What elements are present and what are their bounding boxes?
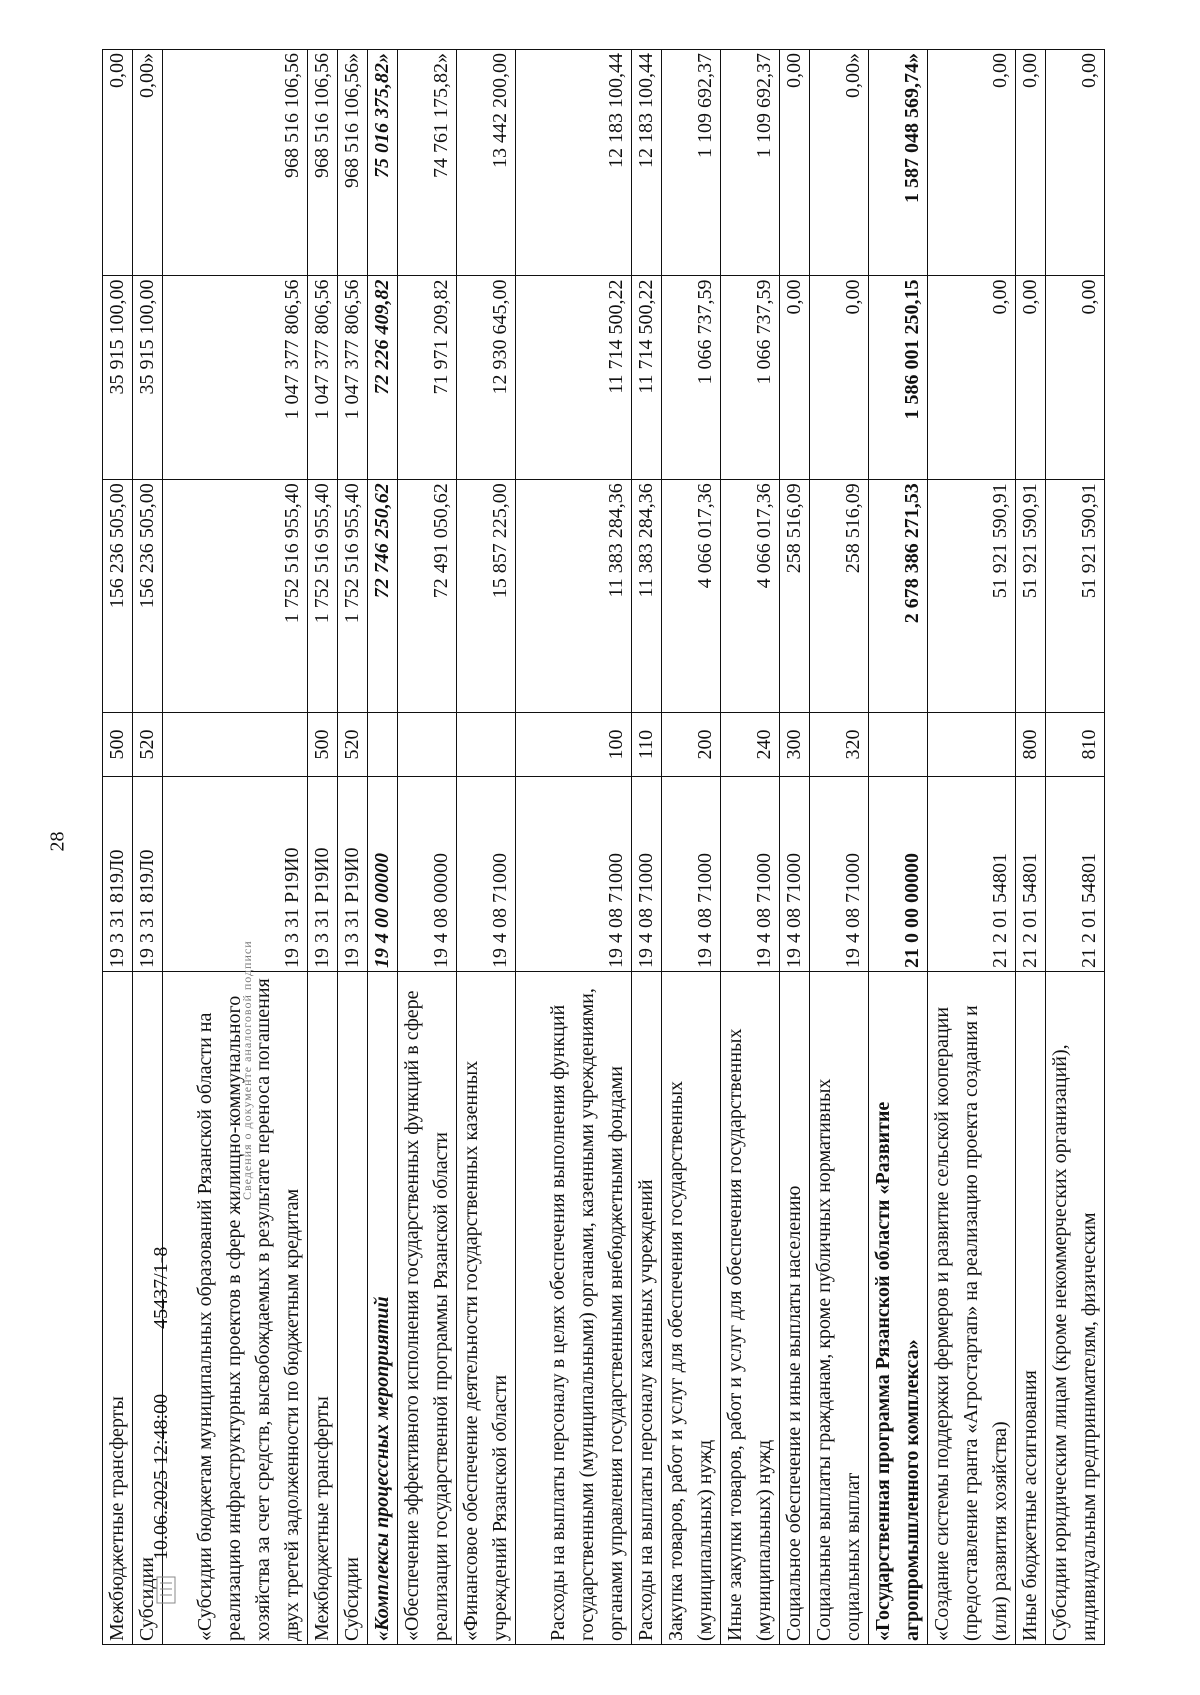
row-value-1: 1 752 516 955,40 [163,480,308,713]
row-value-1: 51 921 590,91 [928,480,1016,713]
row-vr: 240 [721,712,780,776]
row-name: «Субсидии бюджетам муниципальных образований Рязанской области на реализацию инфраструктурных проектов в сфере жилищно-коммунального хозяйства за счет средств, высвобождаемых в результате переноса погашения двух третей задолженности по бюджетным кредитам [163,972,308,1645]
row-value-2: 0,00 [928,276,1016,480]
row-value-3: 12 183 100,44 [632,50,662,276]
row-vr [398,712,457,776]
row-value-1: 258 516,09 [810,480,869,713]
row-value-2: 1 586 001 250,15 [869,276,928,480]
table-row [928,50,1016,1645]
row-name: Социальное обеспечение и иные выплаты населению [780,972,810,1645]
row-value-2: 1 047 377 806,56 [163,276,308,480]
row-value-2: 35 915 100,00 [133,276,163,480]
row-name: Субсидии юридическим лицам (кроме некоммерческих организаций), индивидуальным предпринимателям, физическим [1046,972,1105,1645]
row-code: 19 4 08 71000 [457,777,516,972]
row-value-2: 0,00 [1016,276,1046,480]
row-vr: 500 [103,712,133,776]
page-number: 28 [46,831,69,852]
row-value-1: 51 921 590,91 [1016,480,1046,713]
table-row [869,50,928,1645]
table-row [398,50,457,1645]
row-value-2: 0,00 [1046,276,1105,480]
row-value-2: 11 714 500,22 [632,276,662,480]
row-vr: 200 [662,712,721,776]
footer [150,360,190,1560]
table-row [780,50,810,1645]
row-value-3: 0,00 [780,50,810,276]
row-value-2: 11 714 500,22 [516,276,632,480]
table-row [662,50,721,1645]
row-vr: 300 [780,712,810,776]
row-value-1: 156 236 505,00 [133,480,163,713]
row-code: 21 0 00 00000 [869,777,928,972]
row-code: 19 4 08 71000 [662,777,721,972]
row-name: «Комплексы процессных мероприятий [368,972,398,1645]
row-code: 19 4 08 71000 [632,777,662,972]
row-value-2: 1 066 737,59 [662,276,721,480]
budget-table [102,49,1105,1645]
row-value-3: 74 761 175,82» [398,50,457,276]
table-row [103,50,133,1645]
side-note: Сведения о документе аналоговой подписи [240,940,254,1200]
row-vr: 320 [810,712,869,776]
row-value-3: 0,00 [928,50,1016,276]
row-value-2: 0,00 [810,276,869,480]
row-name: Закупка товаров, работ и услуг для обеспечения государственных (муниципальных) нужд [662,972,721,1645]
row-name: Расходы на выплаты персоналу казенных учреждений [632,972,662,1645]
row-value-2: 1 066 737,59 [721,276,780,480]
row-code: 19 4 08 71000 [780,777,810,972]
table-row [721,50,780,1645]
row-name: «Обеспечение эффективного исполнения государственных функций в сфере реализации государственной программы Рязанской области [398,972,457,1645]
row-code: 19 4 08 71000 [516,777,632,972]
row-value-3: 0,00» [810,50,869,276]
row-value-3: 0,00 [1016,50,1046,276]
footer-date: 10.06.2025 12:48:00 [150,1393,172,1560]
row-name: Расходы на выплаты персоналу в целях обеспечения выполнения функций государственными (муниципальными) органами, казенными учреждениями, органами управления государственными внебюджетными фондами [516,972,632,1645]
table-row [1046,50,1105,1645]
row-vr: 100 [516,712,632,776]
row-value-1: 156 236 505,00 [103,480,133,713]
row-value-1: 1 752 516 955,40 [338,480,368,713]
row-value-1: 1 752 516 955,40 [308,480,338,713]
row-code: 19 3 31 819Л0 [103,777,133,972]
row-name: Субсидии [338,972,368,1645]
row-code: 19 3 31 Р19И0 [338,777,368,972]
row-name: Иные закупки товаров, работ и услуг для обеспечения государственных (муниципальных) нужд [721,972,780,1645]
table-row [308,50,338,1645]
row-vr [928,712,1016,776]
row-value-2: 71 971 209,82 [398,276,457,480]
row-code: 21 2 01 54801 [1046,777,1105,972]
row-code: 19 3 31 Р19И0 [308,777,338,972]
row-value-2: 72 226 409,82 [368,276,398,480]
row-value-3: 1 109 692,37 [662,50,721,276]
row-value-3: 1 587 048 569,74» [869,50,928,276]
row-value-1: 72 746 250,62 [368,480,398,713]
row-value-2: 0,00 [780,276,810,480]
row-value-2: 12 930 645,00 [457,276,516,480]
row-value-3: 968 516 106,56 [308,50,338,276]
row-code: 19 4 08 00000 [398,777,457,972]
row-name: «Государственная программа Рязанской области «Развитие агропромышленного комплекса» [869,972,928,1645]
stamp-icon [155,1575,177,1605]
row-vr: 810 [1046,712,1105,776]
row-name: Субсидии [133,972,163,1645]
row-value-2: 35 915 100,00 [103,276,133,480]
row-code: 19 3 31 819Л0 [133,777,163,972]
row-value-1: 4 066 017,36 [721,480,780,713]
row-value-3: 12 183 100,44 [516,50,632,276]
row-name: «Финансовое обеспечение деятельности государственных казенных учреждений Рязанской области [457,972,516,1645]
row-value-1: 11 383 284,36 [632,480,662,713]
table-row [338,50,368,1645]
row-value-3: 1 109 692,37 [721,50,780,276]
row-name: Иные бюджетные ассигнования [1016,972,1046,1645]
table-row [516,50,632,1645]
row-code: 19 4 00 00000 [368,777,398,972]
row-code: 21 2 01 54801 [928,777,1016,972]
row-code: 19 4 08 71000 [810,777,869,972]
row-value-1: 4 066 017,36 [662,480,721,713]
row-vr [457,712,516,776]
row-value-3: 13 442 200,00 [457,50,516,276]
row-value-2: 1 047 377 806,56 [308,276,338,480]
row-value-3: 0,00» [133,50,163,276]
row-value-2: 1 047 377 806,56 [338,276,368,480]
table-row [1016,50,1046,1645]
row-name: Межбюджетные трансферты [103,972,133,1645]
footer-doc-id: 45437/1-8 [150,1246,172,1329]
row-value-3: 0,00 [103,50,133,276]
row-value-3: 0,00 [1046,50,1105,276]
table-row [457,50,516,1645]
row-value-3: 968 516 106,56 [163,50,308,276]
row-value-1: 11 383 284,36 [516,480,632,713]
row-vr [368,712,398,776]
row-value-1: 15 857 225,00 [457,480,516,713]
row-vr: 800 [1016,712,1046,776]
row-code: 19 4 08 71000 [721,777,780,972]
budget-table-rotated [102,49,1100,1645]
row-name: «Создание системы поддержки фермеров и развитие сельской кооперации (предоставление гранта «Агростартап» на реализацию проекта создания и (или) развития хозяйства) [928,972,1016,1645]
table-row [368,50,398,1645]
row-value-1: 51 921 590,91 [1046,480,1105,713]
row-code: 19 3 31 Р19И0 [163,777,308,972]
row-code: 21 2 01 54801 [1016,777,1046,972]
row-vr: 500 [308,712,338,776]
row-name: Социальные выплаты гражданам, кроме публичных нормативных социальных выплат [810,972,869,1645]
row-value-3: 75 016 375,82» [368,50,398,276]
row-name: Межбюджетные трансферты [308,972,338,1645]
row-value-1: 72 491 050,62 [398,480,457,713]
row-value-1: 258 516,09 [780,480,810,713]
table-row [632,50,662,1645]
row-vr: 110 [632,712,662,776]
table-row [810,50,869,1645]
row-vr [869,712,928,776]
row-vr: 520 [338,712,368,776]
row-value-3: 968 516 106,56» [338,50,368,276]
row-value-1: 2 678 386 271,53 [869,480,928,713]
row-vr: 520 [133,712,163,776]
